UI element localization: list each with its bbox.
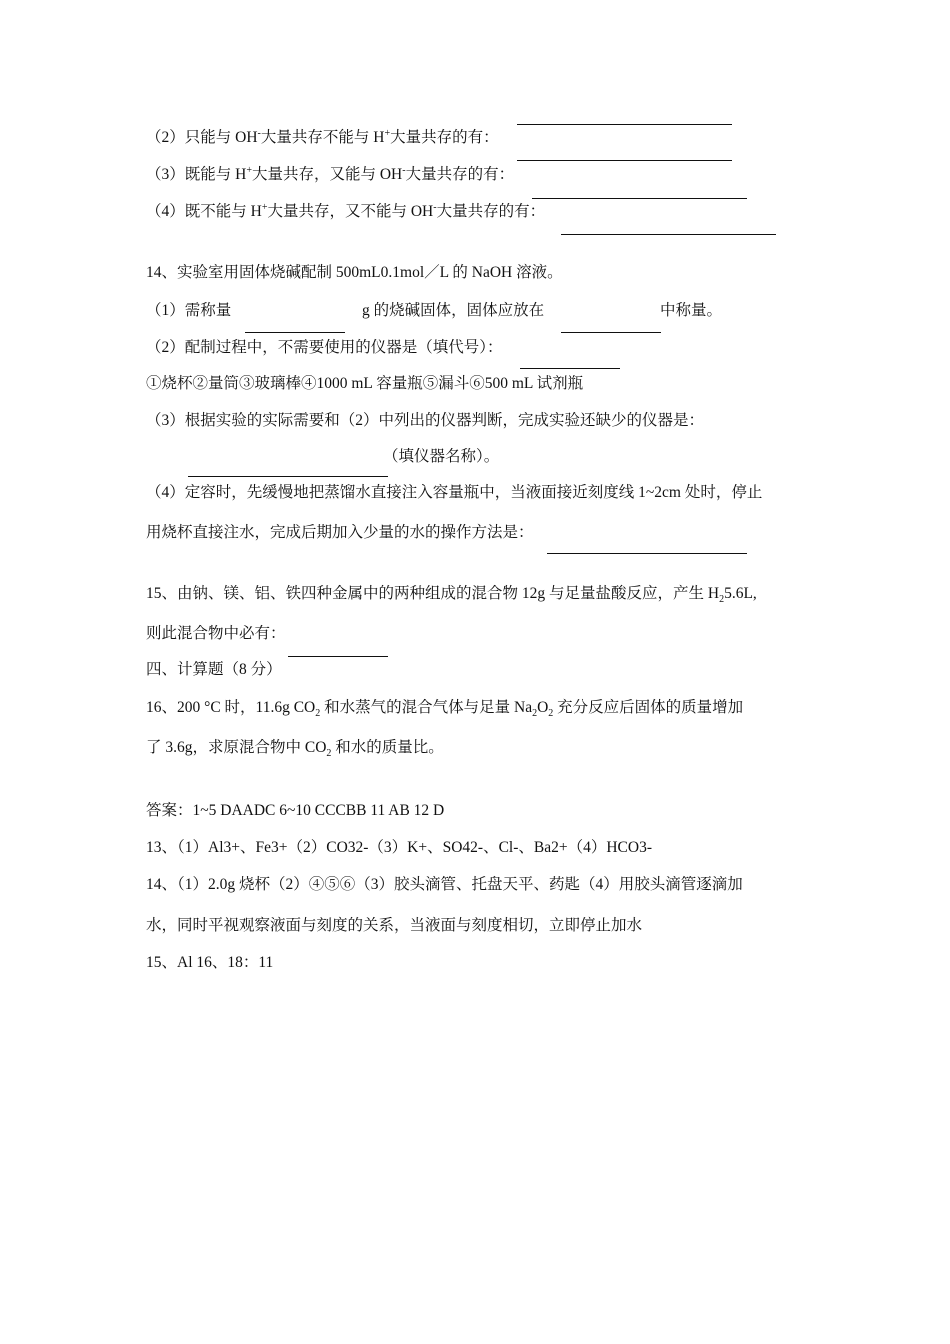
q16-line1: 16、200 °C 时，11.6g $CO_2$ 和水蒸气的混合气体与足量 $Na_2O_2$ 充分反应后固体的质量增加	[146, 699, 744, 720]
q14-part3: （3）根据实验的实际需要和（2）中列出的仪器判断，完成实验还缺少的仪器是：	[146, 412, 705, 429]
answer-key-line: 答案：1~5 DAADC 6~10 CCCBB 11 AB 12 D	[146, 802, 445, 819]
q14-part2: （2）配制过程中，不需要使用的仪器是（填代号）：	[146, 339, 503, 356]
q14-stem: 14、实验室用固体烧碱配制 500mL0.1mol／L 的 NaOH 溶液。	[146, 264, 563, 281]
q13-part3: （3）既能与 H+大量共存，又能与 OH-大量共存的有：	[146, 164, 515, 183]
q15-line2: 则此混合物中必有：	[146, 625, 286, 642]
q14-part3-note: （填仪器名称）。	[383, 448, 500, 465]
answer-blank[interactable]	[532, 198, 747, 199]
answer-blank[interactable]	[517, 124, 732, 125]
answer-blank[interactable]	[561, 332, 661, 333]
q15-line1: 15、由钠、镁、铝、铁四种金属中的两种组成的混合物 12g 与足量盐酸反应，产生 $H_25.6L$,	[146, 585, 757, 606]
answer-14-line2: 水，同时平视观察液面与刻度的关系，当液面与刻度相切，立即停止加水	[146, 917, 643, 934]
q14-part4-line2: 用烧杯直接注水，完成后期加入少量的水的操作方法是：	[146, 524, 534, 541]
answer-blank[interactable]	[288, 656, 388, 657]
q14-part1-mid: g 的烧碱固体，固体应放在	[362, 302, 545, 319]
q16-line2: 了 3.6g，求原混合物中 $CO_2$ 和水的质量比。	[146, 739, 444, 760]
answer-blank[interactable]	[561, 234, 776, 235]
answer-blank[interactable]	[517, 160, 732, 161]
answer-blank[interactable]	[245, 332, 345, 333]
q14-part4-line1: （4）定容时，先缓慢地把蒸馏水直接注入容量瓶中，当液面接近刻度线 1~2cm 处时，停止	[146, 484, 763, 501]
section-heading: 四、计算题（8 分）	[146, 661, 282, 678]
answer-15-16: 15、Al 16、18：11	[146, 954, 274, 971]
q14-part1-end: 中称量。	[660, 302, 723, 319]
answer-blank[interactable]	[188, 476, 388, 477]
q13-part4: （4）既不能与 H+大量共存，又不能与 OH-大量共存的有：	[146, 201, 546, 220]
answer-14-line1: 14、（1）2.0g 烧杯（2）④⑤⑥（3）胶头滴管、托盘天平、药匙（4）用胶头滴管逐滴加	[146, 876, 743, 893]
answer-blank[interactable]	[547, 553, 747, 554]
answer-blank[interactable]	[520, 368, 620, 369]
q13-part2: （2）只能与 OH-大量共存不能与 H+大量共存的有：	[146, 127, 499, 146]
q14-part1-label: （1）需称量	[146, 302, 232, 319]
q14-options: ①烧杯②量筒③玻璃棒④1000 mL 容量瓶⑤漏斗⑥500 mL 试剂瓶	[146, 375, 584, 392]
answer-13: 13、（1）Al3+、Fe3+（2）CO32-（3）K+、SO42-、Cl-、Ba2+（4）HCO3-	[146, 839, 652, 856]
